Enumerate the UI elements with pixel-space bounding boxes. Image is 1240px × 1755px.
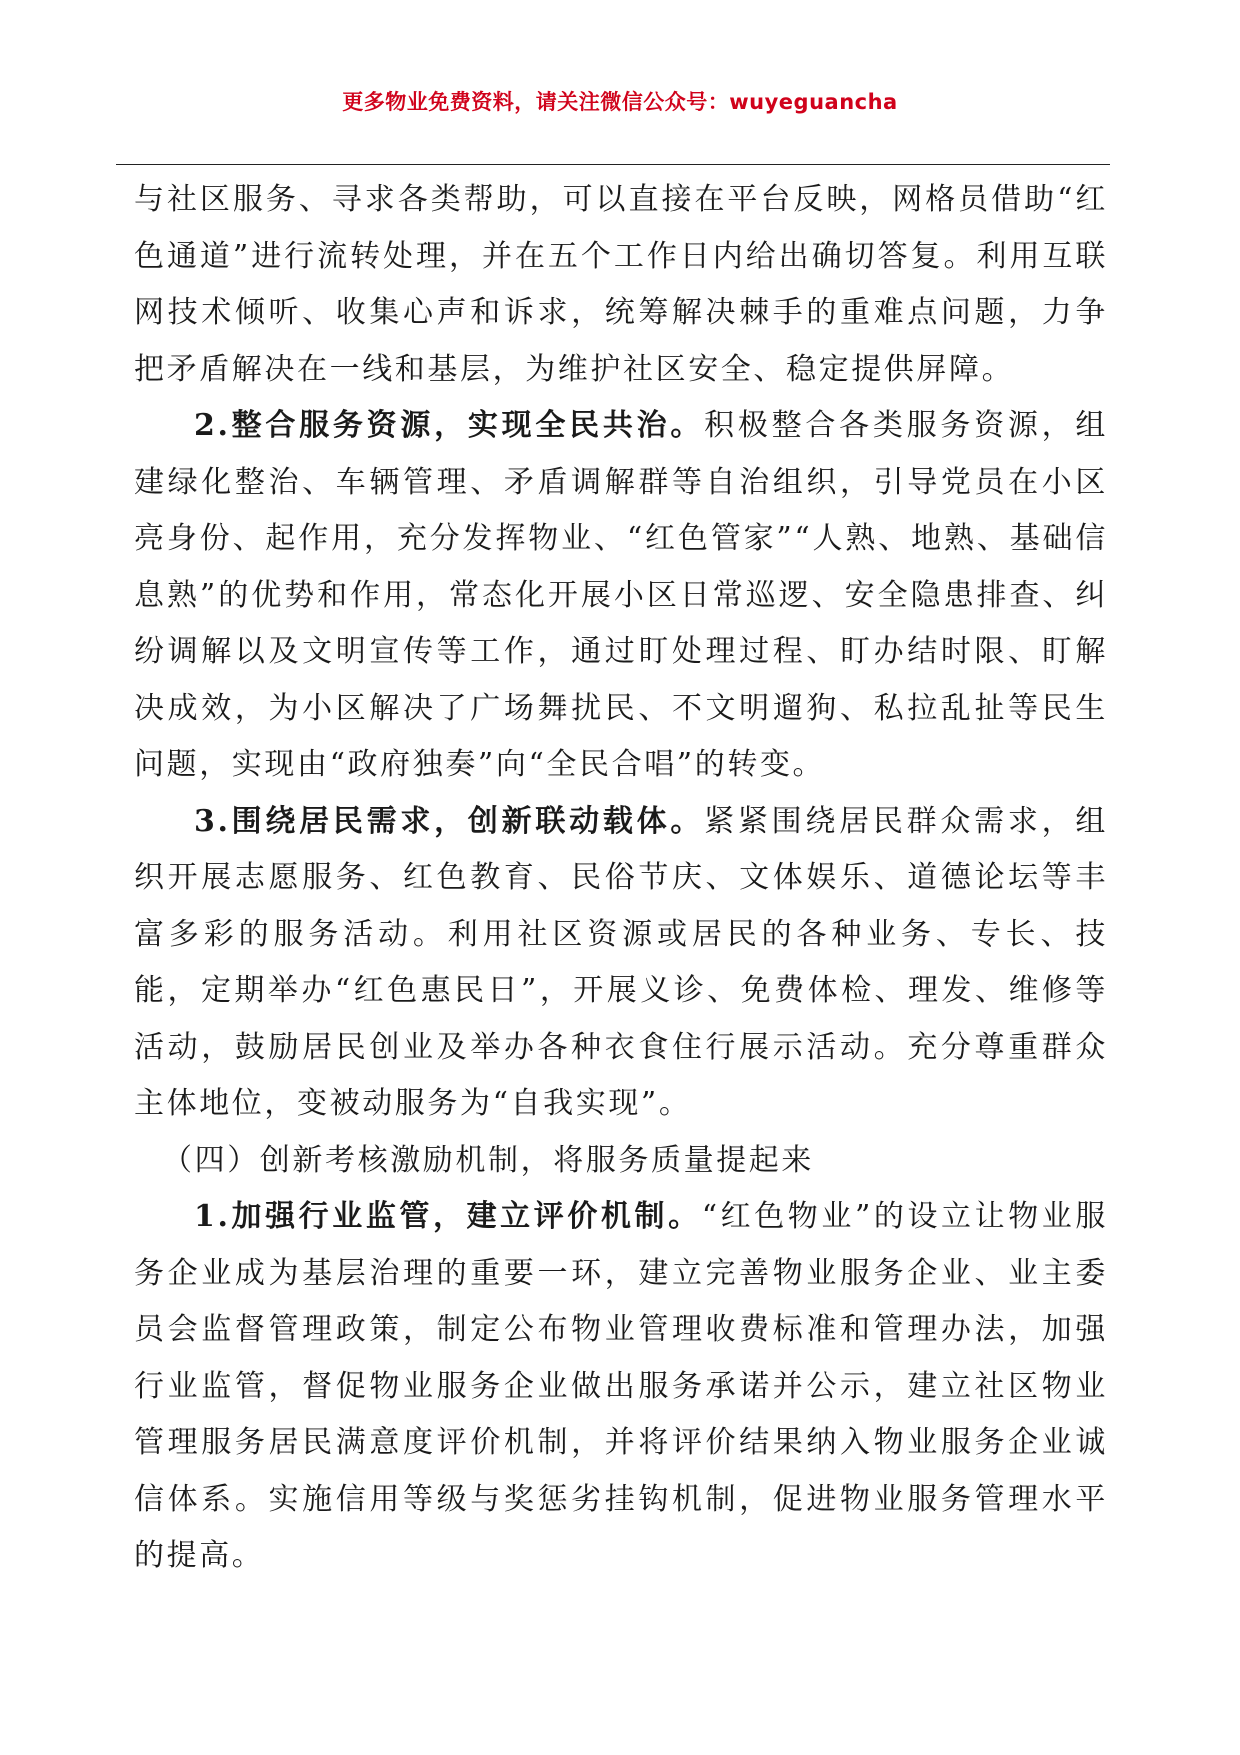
section-heading: （四）创新考核激励机制，将服务质量提起来	[162, 1142, 814, 1178]
paragraph-continued	[134, 172, 1108, 398]
paragraph-text: “红色物业”的设立让物业服务企业成为基层治理的重要一环，建立完善物业服务企业、业主委员会监督管理政策，制定公布物业管理收费标准和管理办法，加强行业监管，督促物业服务企业做出服务承诺并公示，建立社区物业管理服务居民满意度评价机制，并将评价结果纳入物业服务企业诚信体系。实施信用等级与奖惩劣挂钩机制，促进物业服务管理水平的提高。	[134, 1199, 1108, 1573]
paragraph-lead: 3.围绕居民需求，创新联动载体。	[194, 803, 705, 839]
paragraph-lead: 2.整合服务资源，实现全民共治。	[194, 408, 705, 443]
header-divider	[116, 164, 1110, 165]
paragraph-integrate-resources	[134, 398, 1108, 794]
document-body	[134, 172, 1108, 1585]
paragraph-text: 积极整合各类服务资源，组建绿化整治、车辆管理、矛盾调解群等自治组织，引导党员在小区亮身份、起作用，充分发挥物业、“红色管家”“人熟、地熟、基础信息熟”的优势和作用，常态化开展小区日常巡逻、安全隐患排查、纠纷调解以及文明宣传等工作，通过盯处理过程、盯办结时限、盯解决成效，为小区解决了广场舞扰民、不文明遛狗、私拉乱扯等民生问题，实现由“政府独奏”向“全民合唱”的转变。	[134, 408, 1108, 782]
paragraph-text: 与社区服务、寻求各类帮助，可以直接在平台反映，网格员借助“红色通道”进行流转处理，并在五个工作日内给出确切答复。利用互联网技术倾听、收集心声和诉求，统筹解决棘手的重难点问题，力争把矛盾解决在一线和基层，为维护社区安全、稳定提供屏障。	[134, 182, 1108, 387]
paragraph-supervision	[134, 1189, 1108, 1585]
paragraph-resident-needs	[134, 794, 1108, 1133]
paragraph-lead: 1.加强行业监管，建立评价机制。	[194, 1199, 702, 1234]
promo-banner: 更多物业免费资料，请关注微信公众号：wuyeguancha	[342, 90, 898, 114]
paragraph-text: 紧紧围绕居民群众需求，组织开展志愿服务、红色教育、民俗节庆、文体娱乐、道德论坛等丰富多彩的服务活动。利用社区资源或居民的各种业务、专长、技能，定期举办“红色惠民日”，开展义诊、免费体检、理发、维修等活动，鼓励居民创业及举办各种衣食住行展示活动。充分尊重群众主体地位，变被动服务为“自我实现”。	[134, 803, 1108, 1121]
